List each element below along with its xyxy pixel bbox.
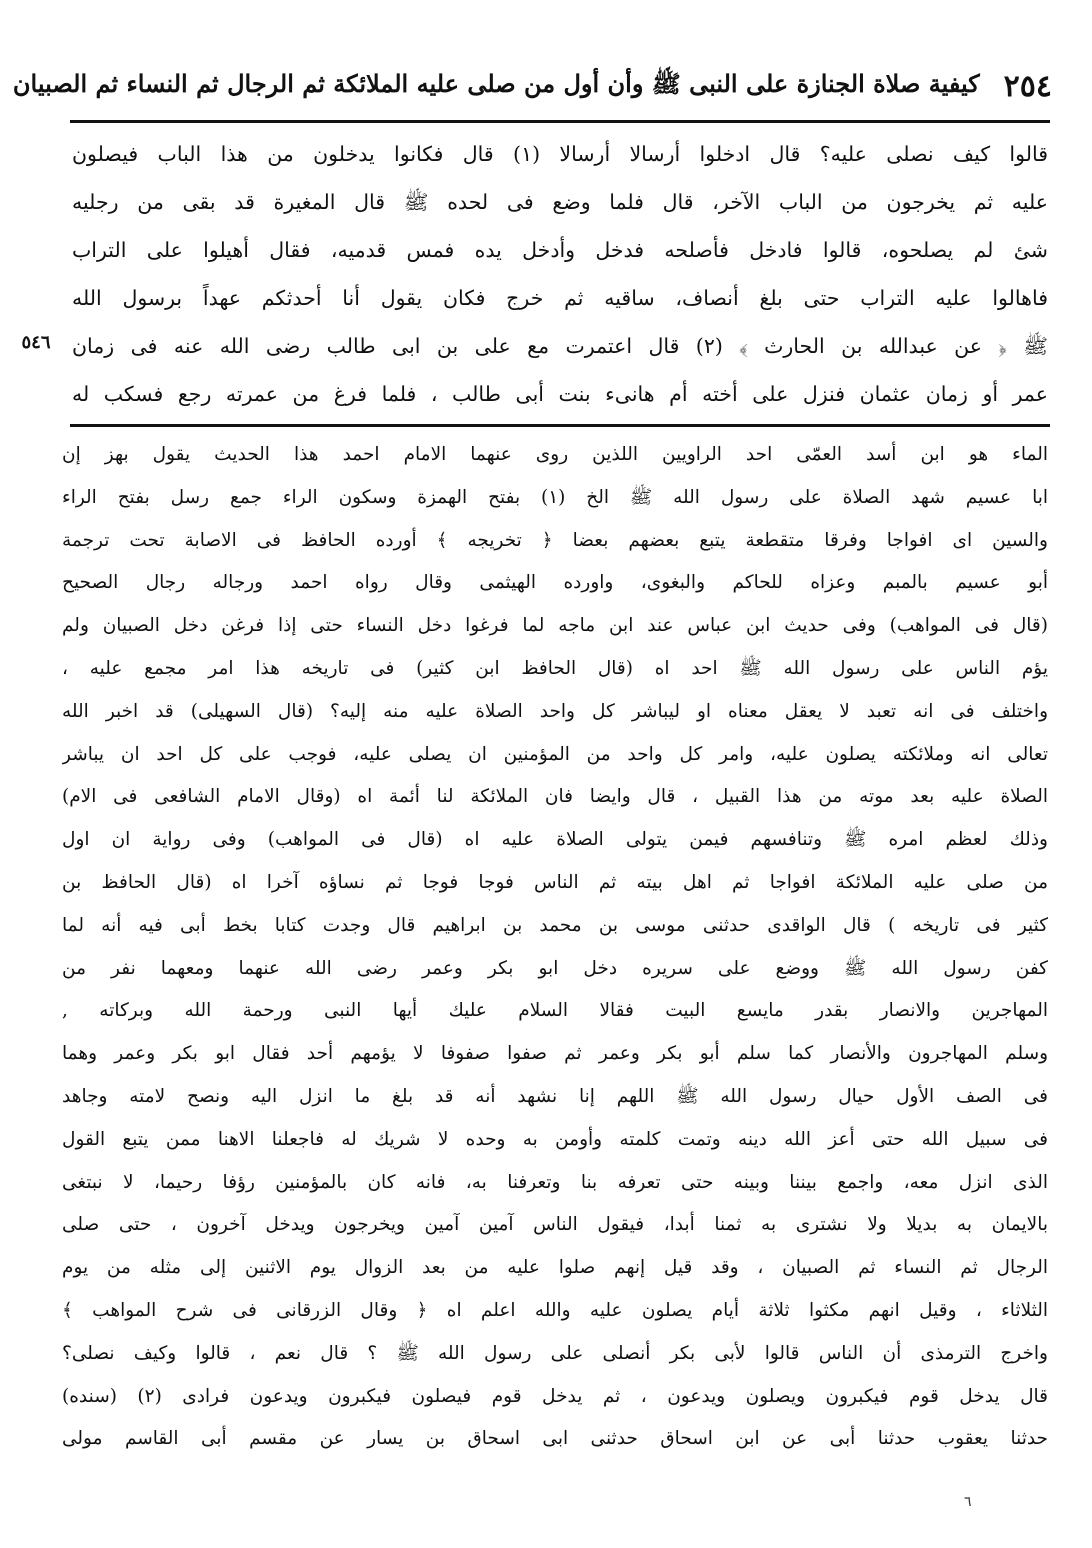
note-line: حدثنا يعقوب حدثنا أبى عن ابن اسحاق حدثنى ابى اسحاق بن يسار عن مقسم أبى القاسم مولى bbox=[62, 1428, 1048, 1450]
note-line: وسلم المهاجرون والأنصار كما سلم أبو بكر وعمر ثم صفوا صفوفا لا يؤمهم أحد فقال ابو بكر وعمر وهما bbox=[62, 1043, 1048, 1065]
commentary-notes bbox=[62, 434, 1048, 1461]
running-title: كيفية صلاة الجنازة على النبى ﷺ وأن أول من صلى عليه الملائكة ثم الرجال ثم النساء ثم الصبيان bbox=[12, 68, 980, 98]
note-line: وذلك لعظم امره ﷺ وتنافسهم فيمن يتولى الصلاة عليه اه (قال فى المواهب) وفى رواية ان اول bbox=[62, 829, 1048, 851]
note-line: كفن رسول الله ﷺ ووضع على سريره دخل ابو بكر وعمر رضى الله عنهما ومعهما نفر من bbox=[62, 957, 1048, 979]
footer-mark: ٦ bbox=[964, 1494, 972, 1510]
note-line: (قال فى المواهب) وفى حديث ابن عباس عند ابن ماجه لما فرغوا دخل النساء حتى إذا فرغن دخل الصبيان ولم bbox=[62, 615, 1048, 637]
note-line: الثلاثاء ، وقيل انهم مكثوا ثلاثة أيام يصلون عليه والله اعلم اه ﴿ وقال الزرقانى فى شرح المواهب ﴾ bbox=[62, 1299, 1048, 1321]
note-line: أبو عسيم بالمبم وعزاه للحاكم والبغوى، واورده الهيثمى وقال رواه احمد ورجاله رجال الصحيح bbox=[62, 572, 1048, 594]
note-line: يؤم الناس على رسول الله ﷺ احد اه (قال الحافظ ابن كثير) فى تاريخه هذا امر مجمع عليه ، bbox=[62, 657, 1048, 679]
note-line: واختلف فى انه تعبد لا يعقل معناه او ليباشر كل واحد الصلاة عليه منه إليه؟ (قال السهيلى) قد اخبر الله bbox=[62, 700, 1048, 722]
note-line: ابا عسيم شهد الصلاة على رسول الله ﷺ الخ (١) بفتح الهمزة وسكون الراء جمع رسل بفتح الراء bbox=[62, 486, 1048, 508]
note-line: الرجال ثم النساء ثم الصبيان ، وقد قيل إنهم صلوا عليه من بعد الزوال يوم الاثنين إلى مثله من يوم bbox=[62, 1257, 1048, 1279]
margin-hadith-number: ٥٤٦ bbox=[21, 332, 51, 353]
main-text-line: عمر أو زمان عثمان فنزل على أخته أم هانىء بنت أبى طالب ، فلما فرغ من عمرته رجع فسكب له bbox=[72, 382, 1048, 406]
header-rule bbox=[70, 120, 1050, 123]
page-number: ٢٥٤ bbox=[1003, 68, 1052, 104]
main-text-line: شئ لم يصلحوه، قالوا فادخل فأصلحه فدخل وأدخل يده فمس قدميه، فقال أهيلوا على التراب bbox=[72, 238, 1048, 262]
main-text-line: فاهالوا عليه التراب حتى بلغ أنصاف، ساقيه ثم خرج فكان يقول أنا أحدثكم عهداً برسول الله bbox=[72, 286, 1048, 310]
running-header bbox=[12, 58, 1052, 114]
note-line: الماء هو ابن أسد العمّى احد الراويين اللذين روى عنهما الامام احمد هذا الحديث يقول بهز إن bbox=[62, 444, 1048, 465]
note-line: فى الصف الأول حيال رسول الله ﷺ اللهم إنا نشهد أنه قد بلغ ما انزل اليه ونصح لامته وجاهد bbox=[62, 1085, 1048, 1107]
note-line: واخرج الترمذى أن الناس قالوا لأبى بكر أنصلى على رسول الله ﷺ ؟ قال نعم ، قالوا وكيف نصلى؟ bbox=[62, 1342, 1048, 1364]
note-line: قال يدخل قوم فيكبرون ويصلون ويدعون ، ثم يدخل قوم فيصلون فيكبرون ويدعون فرادى (٢) (سنده) bbox=[62, 1385, 1048, 1407]
main-text bbox=[72, 130, 1048, 418]
main-text-line: ﷺ ﴿ عن عبدالله بن الحارث ﴾ (٢) قال اعتمرت مع على بن ابى طالب رضى الله عنه فى زمان bbox=[72, 334, 1048, 358]
main-text-line: قالوا كيف نصلى عليه؟ قال ادخلوا أرسالا أرسالا (١) قال فكانوا يدخلون من هذا الباب فيصلون bbox=[72, 142, 1048, 166]
note-line: والسين اى افواجا وفرقا متقطعة يتبع بعضهم بعضا ﴿ تخريجه ﴾ أورده الحافظ فى الاصابة تحت ترجمة bbox=[62, 529, 1048, 551]
note-line: بالايمان به بديلا ولا نشترى به ثمنا أبدا، فيقول الناس آمين آمين ويخرجون ويدخل آخرون ، حتى صلى bbox=[62, 1214, 1048, 1236]
note-line: الذى انزل معه، واجمع بيننا وبينه حتى تعرفه بنا وتعرفنا به، فانه كان بالمؤمنين رؤفا رحيما، لا نبتغى bbox=[62, 1171, 1048, 1193]
note-line: المهاجرين والانصار بقدر مايسع البيت فقالا السلام عليك أيها النبى ورحمة الله وبركاته , bbox=[62, 1000, 1048, 1022]
footnote-separator bbox=[70, 424, 1050, 427]
note-line: تعالى انه وملائكته يصلون عليه، وامر كل واحد من المؤمنين ان يصلى عليه، فوجب على كل احد ان يباشر bbox=[62, 743, 1048, 765]
main-text-line: عليه ثم يخرجون من الباب الآخر، قال فلما وضع فى لحده ﷺ قال المغيرة قد بقى من رجليه bbox=[72, 190, 1048, 214]
note-line: من صلى عليه الملائكة افواجا ثم اهل بيته ثم الناس فوجا فوجا ثم نساؤه آخرا اه (قال الحافظ بن bbox=[62, 871, 1048, 893]
note-line: فى سبيل الله حتى أعز الله دينه وتمت كلمته وأومن به وحده لا شريك له فاجعلنا الاهنا ممن يتبع القول bbox=[62, 1128, 1048, 1150]
note-line: الصلاة عليه بعد موته من هذا القبيل ، قال وايضا فان الملائكة لنا أئمة اه (وقال الامام الشافعى فى الام) bbox=[62, 786, 1048, 808]
note-line: كثير فى تاريخه ) قال الواقدى حدثنى موسى بن محمد بن ابراهيم قال وجدت كتابا بخط أبى فيه أنه لما bbox=[62, 914, 1048, 936]
